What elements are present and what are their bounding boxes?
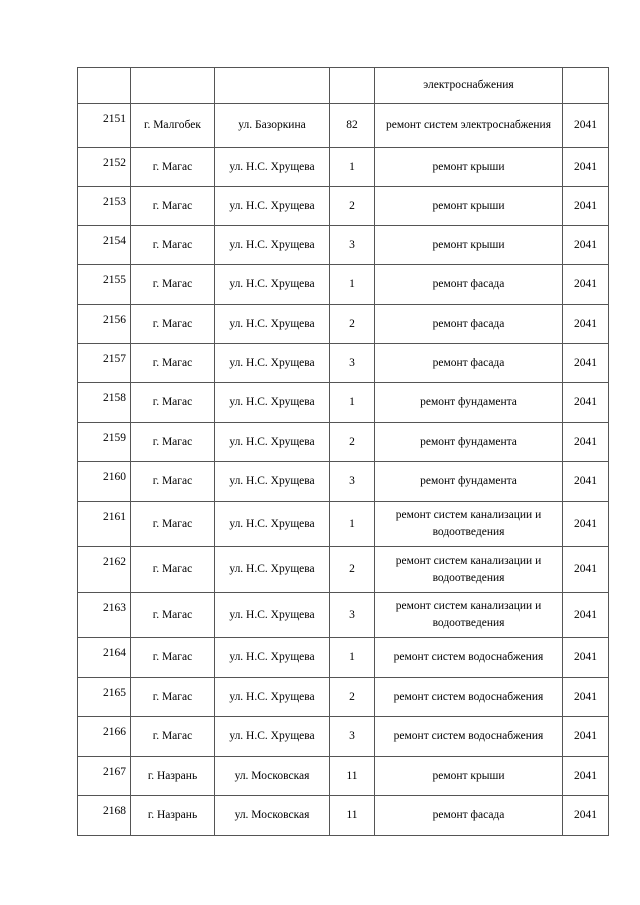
street-cell: ул. Н.С. Хрущева (215, 593, 330, 638)
city-cell: г. Малгобек (131, 104, 215, 148)
year-cell: 2041 (563, 678, 609, 717)
year-cell: 2041 (563, 423, 609, 462)
house-number-cell: 1 (330, 265, 375, 305)
row-number-cell: 2167 (78, 757, 131, 796)
street-cell: ул. Н.С. Хрущева (215, 265, 330, 305)
house-number-cell: 1 (330, 383, 375, 423)
row-number-cell: 2156 (78, 305, 131, 344)
street-cell: ул. Н.С. Хрущева (215, 148, 330, 187)
house-number-cell: 11 (330, 757, 375, 796)
table-row (78, 593, 609, 638)
table-row (78, 757, 609, 796)
street-cell: ул. Базоркина (215, 104, 330, 148)
city-cell (131, 68, 215, 104)
work-type-cell: электроснабжения (375, 68, 563, 104)
city-cell: г. Магас (131, 717, 215, 757)
row-number-cell: 2160 (78, 462, 131, 502)
city-cell: г. Магас (131, 305, 215, 344)
row-number-cell: 2151 (78, 104, 131, 148)
street-cell: ул. Московская (215, 757, 330, 796)
table-row (78, 148, 609, 187)
street-cell: ул. Московская (215, 796, 330, 836)
table-row (78, 638, 609, 678)
year-cell: 2041 (563, 462, 609, 502)
house-number-cell: 3 (330, 593, 375, 638)
table-row (78, 462, 609, 502)
work-type-cell: ремонт фундамента (375, 423, 563, 462)
row-number-cell: 2166 (78, 717, 131, 757)
year-cell (563, 68, 609, 104)
city-cell: г. Магас (131, 344, 215, 383)
year-cell: 2041 (563, 638, 609, 678)
table-row (78, 265, 609, 305)
table-body (78, 68, 609, 836)
year-cell: 2041 (563, 757, 609, 796)
city-cell: г. Магас (131, 383, 215, 423)
row-number-cell: 2162 (78, 547, 131, 593)
year-cell: 2041 (563, 305, 609, 344)
street-cell: ул. Н.С. Хрущева (215, 226, 330, 265)
city-cell: г. Магас (131, 593, 215, 638)
row-number-cell: 2157 (78, 344, 131, 383)
table-row (78, 104, 609, 148)
city-cell: г. Магас (131, 638, 215, 678)
street-cell: ул. Н.С. Хрущева (215, 383, 330, 423)
row-number-cell: 2153 (78, 187, 131, 226)
house-number-cell: 3 (330, 226, 375, 265)
house-number-cell: 3 (330, 717, 375, 757)
year-cell: 2041 (563, 717, 609, 757)
year-cell: 2041 (563, 383, 609, 423)
street-cell: ул. Н.С. Хрущева (215, 547, 330, 593)
year-cell: 2041 (563, 265, 609, 305)
row-number-cell: 2165 (78, 678, 131, 717)
work-type-cell: ремонт фундамента (375, 383, 563, 423)
city-cell: г. Магас (131, 187, 215, 226)
work-type-cell: ремонт систем канализации и водоотведения (375, 502, 563, 547)
table-row (78, 305, 609, 344)
table-row (78, 502, 609, 547)
work-type-cell: ремонт крыши (375, 226, 563, 265)
work-type-cell: ремонт систем электроснабжения (375, 104, 563, 148)
city-cell: г. Магас (131, 502, 215, 547)
street-cell: ул. Н.С. Хрущева (215, 462, 330, 502)
work-type-cell: ремонт систем канализации и водоотведения (375, 593, 563, 638)
house-number-cell: 2 (330, 187, 375, 226)
work-type-cell: ремонт систем канализации и водоотведения (375, 547, 563, 593)
city-cell: г. Магас (131, 265, 215, 305)
city-cell: г. Магас (131, 547, 215, 593)
street-cell: ул. Н.С. Хрущева (215, 717, 330, 757)
table-row (78, 226, 609, 265)
work-type-cell: ремонт крыши (375, 187, 563, 226)
work-type-cell: ремонт систем водоснабжения (375, 638, 563, 678)
work-type-cell: ремонт крыши (375, 148, 563, 187)
year-cell: 2041 (563, 547, 609, 593)
city-cell: г. Магас (131, 678, 215, 717)
house-number-cell (330, 68, 375, 104)
row-number-cell: 2155 (78, 265, 131, 305)
city-cell: г. Назрань (131, 796, 215, 836)
street-cell: ул. Н.С. Хрущева (215, 638, 330, 678)
year-cell: 2041 (563, 187, 609, 226)
table-row (78, 547, 609, 593)
city-cell: г. Магас (131, 226, 215, 265)
row-number-cell: 2164 (78, 638, 131, 678)
house-number-cell: 1 (330, 638, 375, 678)
house-number-cell: 1 (330, 148, 375, 187)
street-cell: ул. Н.С. Хрущева (215, 187, 330, 226)
row-number-cell: 2163 (78, 593, 131, 638)
city-cell: г. Магас (131, 148, 215, 187)
year-cell: 2041 (563, 104, 609, 148)
work-type-cell: ремонт фасада (375, 305, 563, 344)
work-type-cell: ремонт систем водоснабжения (375, 717, 563, 757)
year-cell: 2041 (563, 502, 609, 547)
table-row (78, 187, 609, 226)
work-type-cell: ремонт крыши (375, 757, 563, 796)
year-cell: 2041 (563, 148, 609, 187)
row-number-cell: 2159 (78, 423, 131, 462)
house-number-cell: 3 (330, 344, 375, 383)
row-number-cell: 2154 (78, 226, 131, 265)
year-cell: 2041 (563, 226, 609, 265)
table-row (78, 717, 609, 757)
street-cell: ул. Н.С. Хрущева (215, 678, 330, 717)
house-number-cell: 2 (330, 423, 375, 462)
work-type-cell: ремонт фасада (375, 344, 563, 383)
table-row (78, 383, 609, 423)
street-cell: ул. Н.С. Хрущева (215, 423, 330, 462)
repair-schedule-table (77, 67, 609, 836)
table-row (78, 344, 609, 383)
row-number-cell (78, 68, 131, 104)
row-number-cell: 2158 (78, 383, 131, 423)
row-number-cell: 2152 (78, 148, 131, 187)
city-cell: г. Магас (131, 423, 215, 462)
year-cell: 2041 (563, 344, 609, 383)
house-number-cell: 2 (330, 678, 375, 717)
year-cell: 2041 (563, 593, 609, 638)
year-cell: 2041 (563, 796, 609, 836)
house-number-cell: 11 (330, 796, 375, 836)
house-number-cell: 3 (330, 462, 375, 502)
row-number-cell: 2168 (78, 796, 131, 836)
city-cell: г. Назрань (131, 757, 215, 796)
street-cell: ул. Н.С. Хрущева (215, 502, 330, 547)
work-type-cell: ремонт систем водоснабжения (375, 678, 563, 717)
table-row (78, 423, 609, 462)
house-number-cell: 82 (330, 104, 375, 148)
table-row (78, 68, 609, 104)
work-type-cell: ремонт фасада (375, 265, 563, 305)
house-number-cell: 1 (330, 502, 375, 547)
house-number-cell: 2 (330, 547, 375, 593)
row-number-cell: 2161 (78, 502, 131, 547)
house-number-cell: 2 (330, 305, 375, 344)
street-cell (215, 68, 330, 104)
work-type-cell: ремонт фундамента (375, 462, 563, 502)
work-type-cell: ремонт фасада (375, 796, 563, 836)
street-cell: ул. Н.С. Хрущева (215, 344, 330, 383)
table-row (78, 796, 609, 836)
table-row (78, 678, 609, 717)
city-cell: г. Магас (131, 462, 215, 502)
street-cell: ул. Н.С. Хрущева (215, 305, 330, 344)
